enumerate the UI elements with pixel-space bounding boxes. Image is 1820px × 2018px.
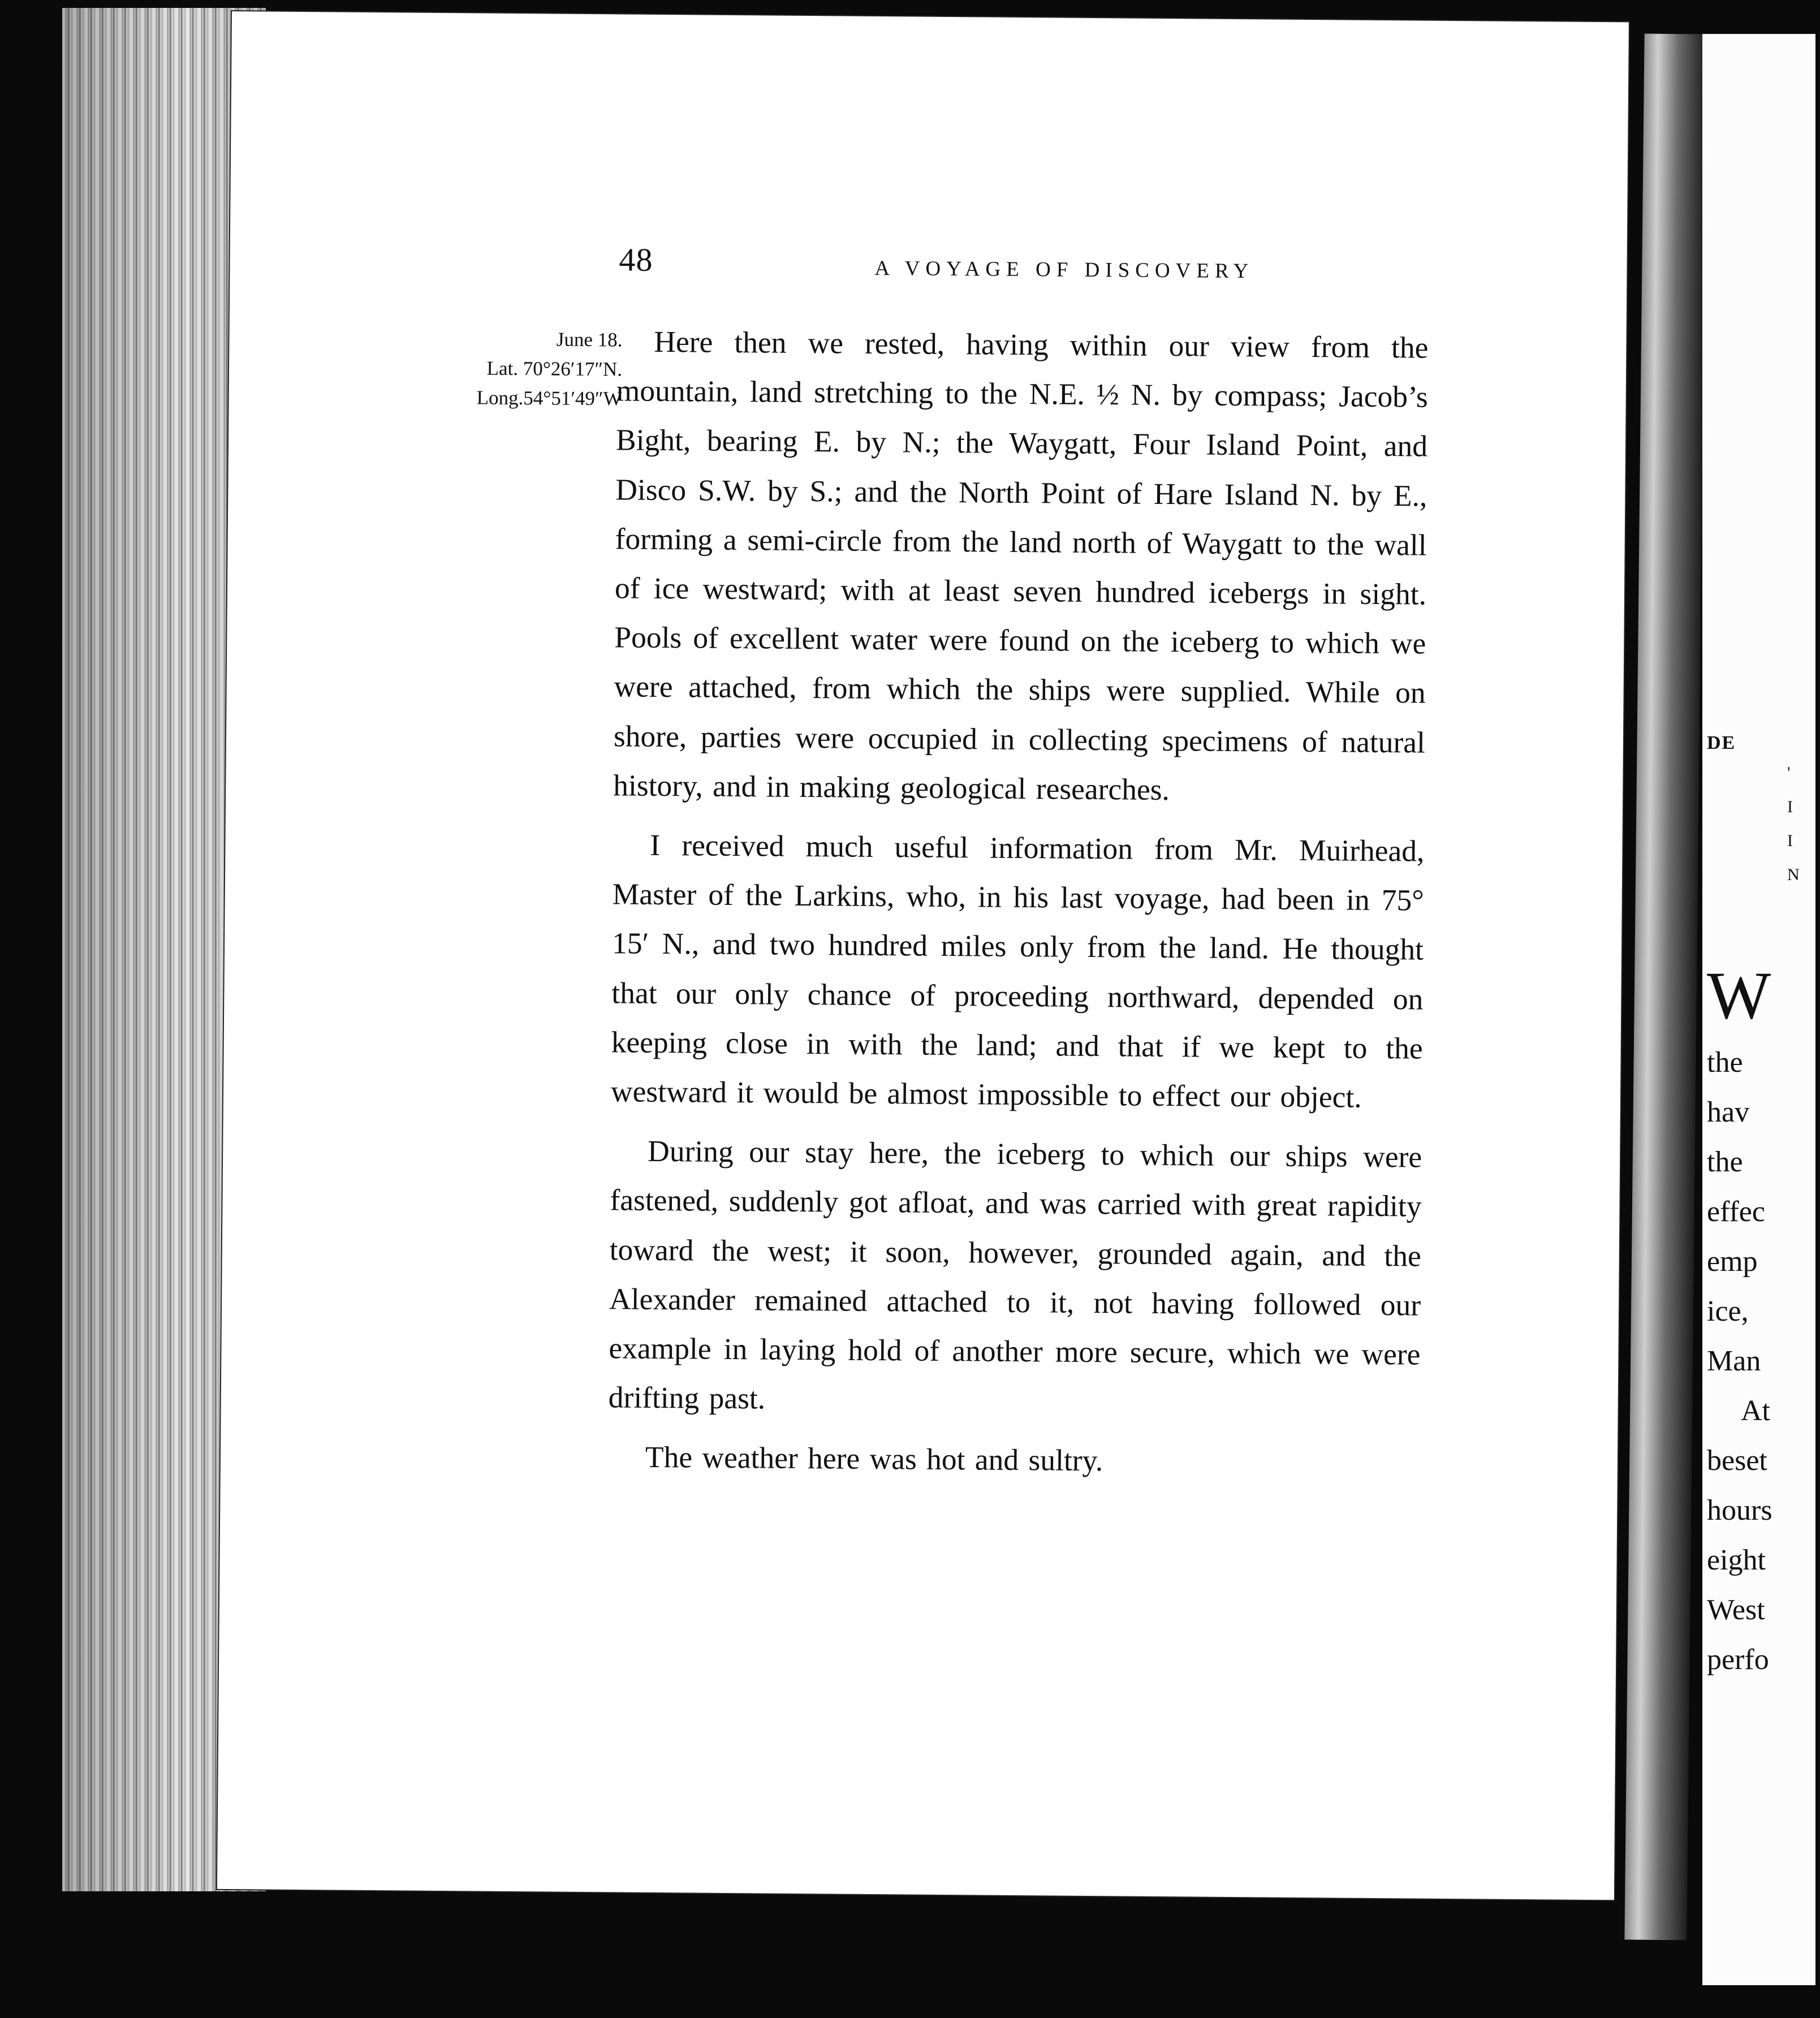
margin-note-longitude: Long.54°51′49″W [476, 386, 622, 410]
page-number: 48 [619, 241, 653, 278]
paragraph: During our stay here, the iceberg to which our ships were fastened, suddenly got afloat, and was carried with great rapidity toward the west; it soon, however, grounded again, and the Alexander remained attached to it, not having followed our example in laying hold of another more secure, which we were drifting past. [608, 1134, 1422, 1416]
facing-page-line: ice, [1707, 1295, 1749, 1327]
margin-note-latitude: Lat. 70°26′17″N. [486, 357, 623, 381]
facing-page-line: West [1707, 1594, 1765, 1626]
facing-page-drop-cap: W [1707, 958, 1771, 1033]
body-text [607, 317, 1428, 1498]
facing-page-lines [1707, 1038, 1820, 1685]
paragraph: Here then we rested, having within our view from the mountain, land stretching to the N.E. ½ N. by compass; Jacob’s Bight, bearing E. by N.; the Waygatt, Four Island Point, and Disco S.W. by S.; and the North Point of Hare Island N. by E., forming a semi-circle from the land north of Waygatt to the wall of ice westward; with at least seven hundred icebergs in sight. Pools of excellent water were found on the iceberg to which we were attached, from which the ships were supplied. While on shore, parties were occupied in collecting specimens of natural history, and in making geological researches. [613, 324, 1429, 807]
margin-note-date: June 18. [556, 328, 623, 351]
facing-page-tick: I [1787, 797, 1793, 816]
facing-page-line: effec [1707, 1196, 1765, 1228]
margin-note [435, 324, 622, 414]
facing-page-tick: I [1787, 831, 1793, 850]
book-page [217, 11, 1629, 1900]
facing-page-line: At [1741, 1395, 1770, 1427]
facing-page-line: emp [1707, 1245, 1758, 1278]
facing-page-line: hav [1707, 1096, 1750, 1128]
facing-page-fragment [1702, 34, 1815, 1985]
facing-page-tick: ' [1787, 764, 1791, 782]
facing-page-tick: N [1787, 865, 1800, 884]
paragraph: The weather here was hot and sultry. [645, 1440, 1103, 1478]
facing-page-line: the [1707, 1146, 1743, 1178]
facing-page-heading: DE [1707, 732, 1736, 753]
paragraph: I received much useful information from Mr. Muirhead, Master of the Larkins, who, in his last voyage, had been in 75° 15′ N., and two hundred miles only from the land. He thought that our only chance of proceeding northward, depended on keeping close in with the land; and that if we kept to the westward it would be almost impossible to effect our object. [610, 827, 1425, 1114]
book-spine [1624, 34, 1706, 1941]
running-head: A VOYAGE OF DISCOVERY [874, 256, 1254, 283]
facing-page-line: beset [1707, 1444, 1767, 1477]
facing-page-ticks [1787, 764, 1810, 899]
facing-page-line: Man [1707, 1345, 1761, 1377]
facing-page-line: eight [1707, 1544, 1766, 1576]
facing-page-line: the [1707, 1046, 1743, 1079]
facing-page-line: hours [1707, 1494, 1772, 1527]
facing-page-line: perfo [1707, 1644, 1769, 1676]
